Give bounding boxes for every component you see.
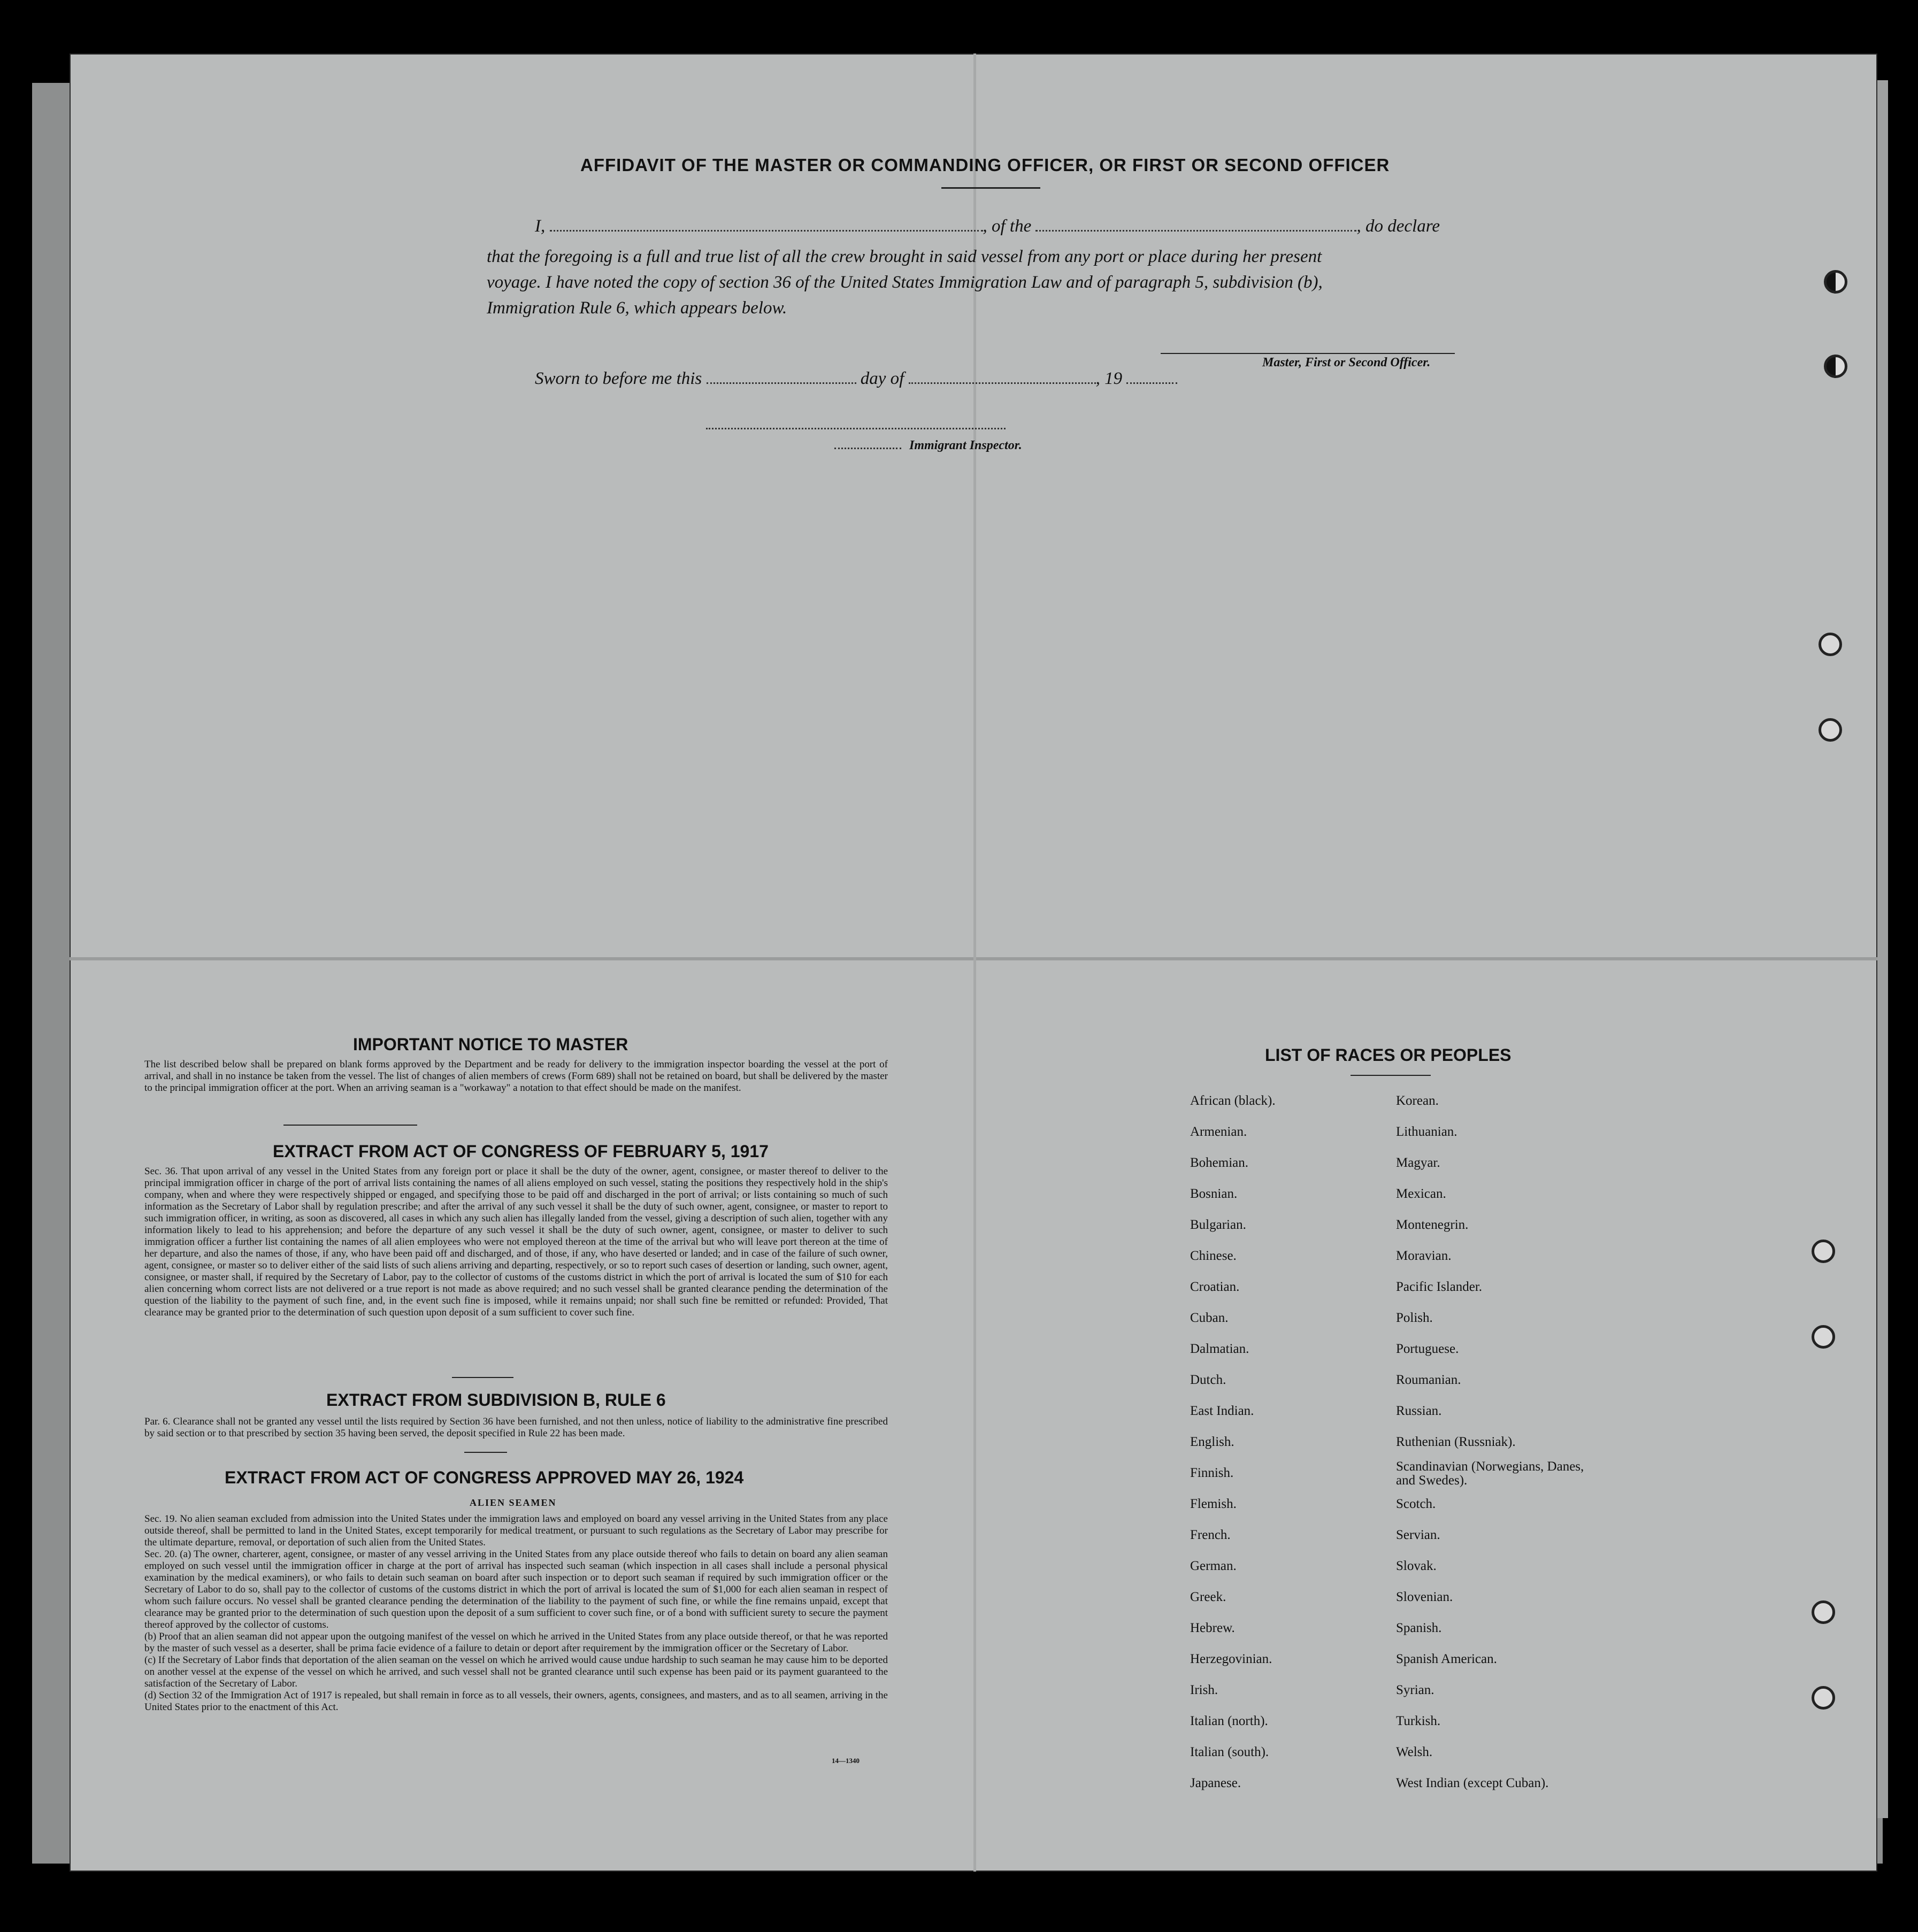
punch-hole-icon (1812, 1600, 1835, 1624)
race-left-3: Bosnian. (1190, 1187, 1238, 1201)
label-do-declare: , do declare (1356, 217, 1440, 236)
race-right-0: Korean. (1396, 1094, 1439, 1108)
race-right-8: Portuguese. (1396, 1342, 1459, 1356)
race-left-21: Italian (south). (1190, 1745, 1269, 1759)
race-left-11: English. (1190, 1435, 1234, 1449)
extract-1917-text: Sec. 36. That upon arrival of any vessel in the United States from any foreign port or place it shall be the duty of the owner, agent, consignee, or master thereof to deliver to the principal immigration officer in charge of the port of arrival lists containing the names of all aliens employed on such vessel, stating the positions they respectively hold in the ship's company, when and where they were respectively shipped or engaged, and specifying those to be paid off and discharged in the port of arrival; or lists containing so much of such information as the Secretary of Labor shall by regulation prescribe; and after the arrival of any such vessel it shall be the duty of such owner, agent, consignee, or master to report to such immigration officer, in writing, as soon as discovered, all cases in which any such alien has illegally landed from the vessel, giving a description of such alien, together with any information likely to lead to his apprehension; and before the departure of any such vessel it shall be the duty of such owner, agent, consignee, or master to deliver to such immigration officer a further list containing the names of all alien employees who were not employed thereon at the time of the arrival but who will leave port thereon at the time of her departure, and also the names of those, if any, who have been paid off and discharged, and of those, if any, who have deserted or landed; and in case of the failure of such owner, agent, consignee, or master so to deliver either of the said lists of such aliens arriving and departing, respectively, or so to report such cases of desertion or landing, such owner, agent, consignee, or master shall, if required by the Secretary of Labor, pay to the collector of customs of the customs district in which the port of arrival is located the sum of $10 for each alien concerning whom correct lists are not delivered or a true report is not made as above required; and no such vessel shall be granted clearance pending the determination of the question of the liability to the payment of such fine, and, in the event such fine is imposed, while it remains unpaid; nor shall such fine be remitted or refunded: Provided, That clearance may be granted prior to the determination of such question upon deposit of a sum sufficient to cover such fine. (144, 1166, 888, 1318)
sec-20a: Sec. 20. (a) The owner, charterer, agent, consignee, or master of any vessel arriving in the United States from any place outside thereof who fails to detain on board any alien seaman employed on such vessel until the immigration officer in charge at the port of arrival has inspected such seaman (which inspection in all cases shall include a personal physical examination by the medical examiners), or who fails to detain such seaman on board after such inspection or to deport such seaman if required by such immigration officer or the Secretary of Labor to do so, shall pay to the collector of customs of the customs district in which the port of arrival is located the sum of $1,000 for each alien seaman in respect of whom such failure occurs. No vessel shall be granted clearance pending the determination of the liability to the payment of such fine, or while the fine remains unpaid, except that clearance may be granted prior to the determination of such question upon the deposit of a sum sufficient to cover such fine, or of a bond with sufficient surety to secure the payment thereof approved by the collector of customs. (144, 1549, 888, 1630)
extract-1924-text (144, 1513, 888, 1713)
notice-title: IMPORTANT NOTICE TO MASTER (353, 1035, 628, 1054)
race-left-0: African (black). (1190, 1094, 1276, 1108)
master-signature-line[interactable] (1161, 353, 1455, 354)
notice-rule (283, 1125, 417, 1126)
affidavit-line-2: that the foregoing is a full and true list of all the crew brought in said vessel from any port or place during her present (487, 247, 1322, 266)
race-left-9: Dutch. (1190, 1373, 1226, 1387)
extract-1917-rule (452, 1377, 513, 1378)
race-right-1: Lithuanian. (1396, 1125, 1457, 1139)
race-left-5: Chinese. (1190, 1249, 1237, 1263)
extract-1924-title: EXTRACT FROM ACT OF CONGRESS APPROVED MAY 26, 1924 (225, 1468, 744, 1487)
race-right-6: Pacific Islander. (1396, 1280, 1483, 1294)
race-right-12: Scandinavian (Norwegians, Danes, and Swedes). (1396, 1459, 1584, 1488)
race-left-8: Dalmatian. (1190, 1342, 1249, 1356)
form-number: 14—1340 (832, 1757, 860, 1765)
affidavit-line-3: voyage. I have noted the copy of section 36 of the United States Immigration Law and of paragraph 5, subdivision (b), (487, 273, 1323, 292)
inspector-dotted-lead (834, 448, 901, 449)
race-right-5: Moravian. (1396, 1249, 1452, 1263)
race-right-22: West Indian (except Cuban). (1396, 1776, 1549, 1790)
race-left-15: German. (1190, 1559, 1237, 1573)
affidavit-title-rule (941, 187, 1040, 189)
label-of-the: , of the (983, 217, 1032, 236)
race-right-15: Slovak. (1396, 1559, 1437, 1573)
race-right-14: Servian. (1396, 1528, 1440, 1542)
race-left-20: Italian (north). (1190, 1714, 1268, 1728)
punch-hole-icon (1819, 633, 1842, 656)
race-left-7: Cuban. (1190, 1311, 1229, 1325)
race-left-6: Croatian. (1190, 1280, 1240, 1294)
inspector-signature-line[interactable] (706, 428, 1006, 429)
vertical-fold (973, 53, 976, 1872)
vessel-field[interactable] (1035, 230, 1356, 232)
sworn-month-field[interactable] (909, 382, 1096, 384)
punch-hole-icon (1812, 1686, 1835, 1710)
sworn-year-field[interactable] (1126, 382, 1177, 384)
race-right-3: Mexican. (1396, 1187, 1446, 1201)
race-left-10: East Indian. (1190, 1404, 1254, 1418)
race-right-2: Magyar. (1396, 1156, 1440, 1170)
extract-1917-title: EXTRACT FROM ACT OF CONGRESS OF FEBRUARY 5, 1917 (273, 1142, 769, 1161)
notice-text: The list described below shall be prepared on blank forms approved by the Department and be ready for delivery to the immigration inspector boarding the vessel at the port of arrival, and shall in no instance be taken from the vessel. The list of changes of alien members of crews (Form 689) shall not be retained on board, but shall be delivered by the master to the principal immigration officer at the port. When an arriving seaman is a "workaway" a notation to that effect should be made on the manifest. (144, 1059, 888, 1094)
punch-hole-icon (1812, 1325, 1835, 1349)
punch-hole-icon (1812, 1240, 1835, 1263)
race-left-2: Bohemian. (1190, 1156, 1249, 1170)
punch-hole-icon (1824, 355, 1847, 378)
sworn-line (535, 369, 1177, 389)
race-right-20: Turkish. (1396, 1714, 1441, 1728)
races-title: LIST OF RACES OR PEOPLES (1265, 1045, 1512, 1065)
affidavit-line-1 (535, 217, 1440, 236)
race-left-1: Armenian. (1190, 1125, 1247, 1139)
inspector-signature-label: Immigrant Inspector. (909, 438, 1022, 452)
race-left-17: Hebrew. (1190, 1621, 1235, 1635)
punch-hole-icon (1819, 718, 1842, 742)
name-field[interactable] (550, 230, 983, 232)
race-right-18: Spanish American. (1396, 1652, 1497, 1666)
label-year: , 19 (1095, 369, 1123, 388)
label-day-of: day of (860, 369, 904, 388)
sworn-day-field[interactable] (707, 382, 856, 384)
rule6-title: EXTRACT FROM SUBDIVISION B, RULE 6 (326, 1390, 666, 1410)
race-left-13: Flemish. (1190, 1497, 1237, 1511)
label-sworn: Sworn to before me this (535, 369, 702, 388)
punch-hole-icon (1824, 270, 1847, 294)
sec-19: Sec. 19. No alien seaman excluded from admission into the United States under the immigration laws and employed on board any vessel arriving in the United States from any place outside thereof, shall be permitted to land in the United States, except temporarily for medical treatment, or pursuant to such regulations as the Secretary of Labor may prescribe for the ultimate departure, removal, or deportation of such alien from the United States. (144, 1513, 888, 1548)
race-left-14: French. (1190, 1528, 1231, 1542)
master-signature-label: Master, First or Second Officer. (1262, 356, 1431, 370)
race-right-19: Syrian. (1396, 1683, 1434, 1697)
rule6-text: Par. 6. Clearance shall not be granted any vessel until the lists required by Section 36 have been furnished, and not then unless, notice of liability to the administrative fine prescribed by said section or to that prescribed by section 35 having been served, the deposit specified in Rule 22 has been made. (144, 1416, 888, 1439)
race-right-13: Scotch. (1396, 1497, 1436, 1511)
rule6-rule (464, 1452, 507, 1453)
race-left-12: Finnish. (1190, 1466, 1234, 1480)
race-left-19: Irish. (1190, 1683, 1218, 1697)
race-right-4: Montenegrin. (1396, 1218, 1469, 1232)
race-left-18: Herzegovinian. (1190, 1652, 1272, 1666)
affidavit-line-4: Immigration Rule 6, which appears below. (487, 298, 787, 318)
sec-20c: (c) If the Secretary of Labor finds that deportation of the alien seaman on the vessel on which he arrived would cause undue hardship to such seaman he may cause him to be deported on another vessel at the expense of the vessel on which he arrived, and such vessel shall not be granted clearance until such expense has been paid or its payment guaranteed to the satisfaction of the Secretary of Labor. (144, 1654, 888, 1689)
race-right-11: Ruthenian (Russniak). (1396, 1435, 1516, 1449)
affidavit-title: AFFIDAVIT OF THE MASTER OR COMMANDING OFFICER, OR FIRST OR SECOND OFFICER (580, 155, 1390, 175)
race-left-22: Japanese. (1190, 1776, 1241, 1790)
sec-20d: (d) Section 32 of the Immigration Act of 1917 is repealed, but shall remain in force as to all vessels, their owners, agents, consignees, and masters, and as to all seamen, arriving in the United States prior to the enactment of this Act. (144, 1690, 888, 1713)
race-right-21: Welsh. (1396, 1745, 1433, 1759)
extract-1924-subtitle: ALIEN SEAMEN (470, 1497, 557, 1508)
race-left-16: Greek. (1190, 1590, 1226, 1604)
label-i: I, (535, 217, 546, 236)
manifest-sheet (70, 53, 1877, 1872)
races-title-rule (1351, 1075, 1431, 1076)
race-right-16: Slovenian. (1396, 1590, 1453, 1604)
race-right-10: Russian. (1396, 1404, 1442, 1418)
race-left-4: Bulgarian. (1190, 1218, 1246, 1232)
race-right-17: Spanish. (1396, 1621, 1442, 1635)
race-right-7: Polish. (1396, 1311, 1433, 1325)
race-right-9: Roumanian. (1396, 1373, 1461, 1387)
sec-20b: (b) Proof that an alien seaman did not appear upon the outgoing manifest of the vessel on which he arrived in the United States from any place outside thereof, or that he was reported by the master of such vessel as a deserter, shall be prima facie evidence of a failure to detain or deport after requirement by the immigration officer or the Secretary of Labor. (144, 1631, 888, 1654)
